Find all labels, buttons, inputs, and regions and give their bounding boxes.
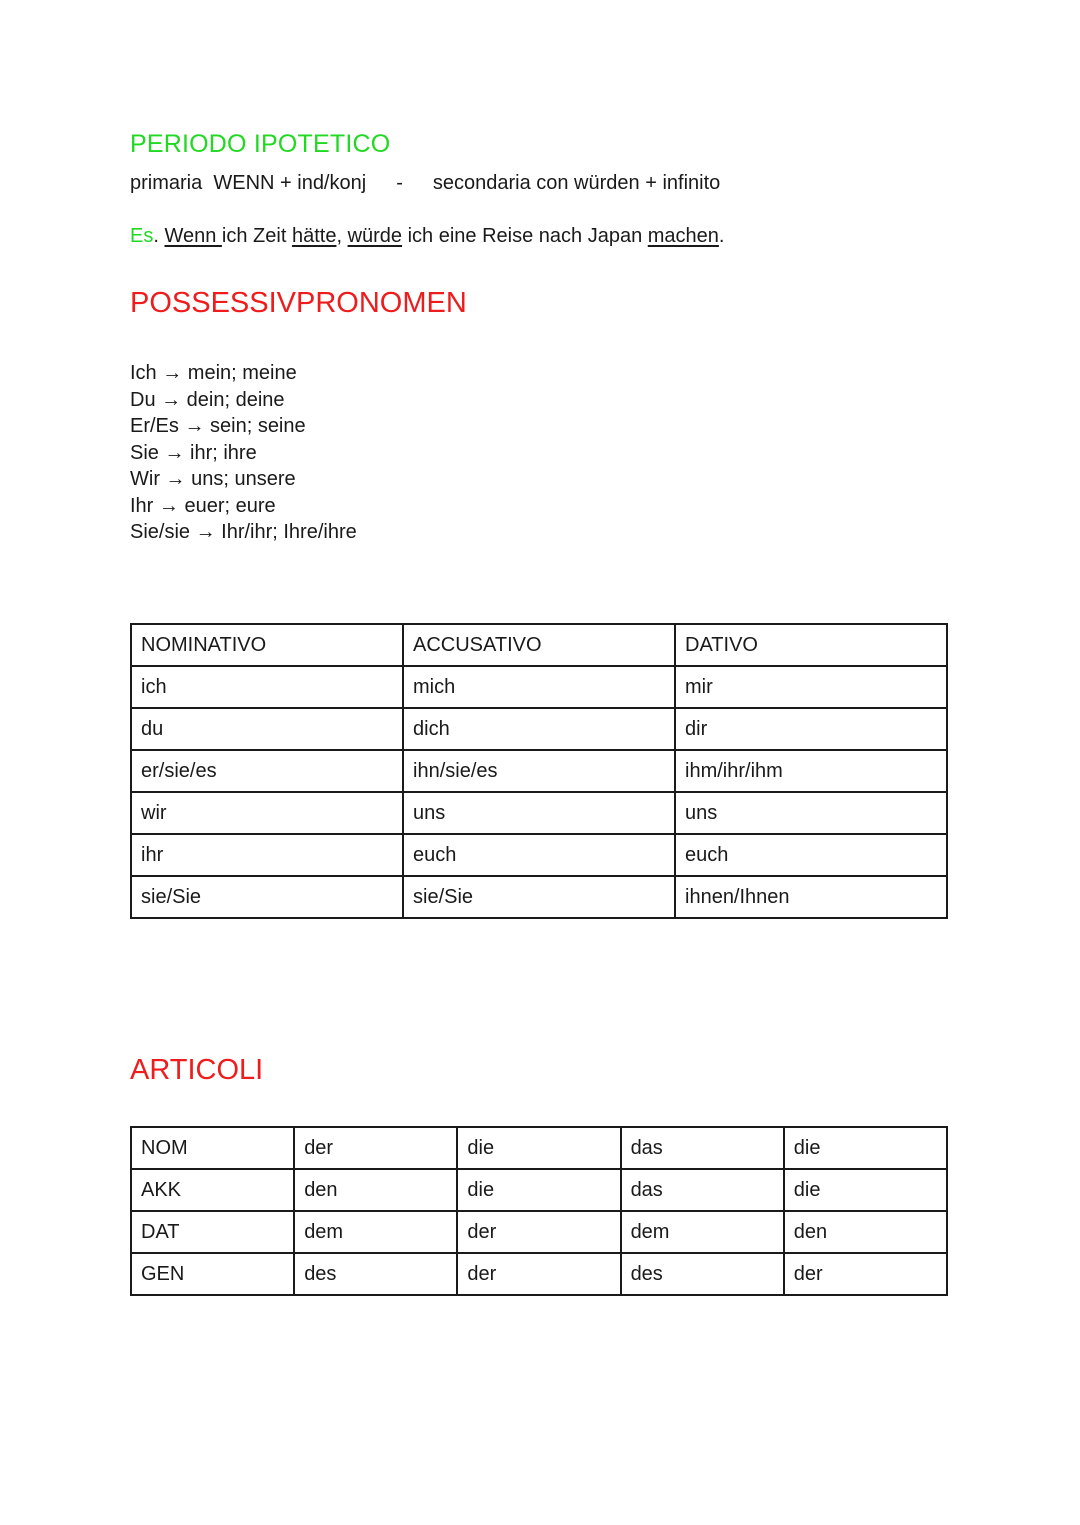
table-cell: die	[457, 1169, 620, 1211]
rule-dash: -	[396, 172, 403, 194]
table-cell: DAT	[131, 1211, 294, 1253]
table-row	[131, 1253, 947, 1295]
table-header-cell: ACCUSATIVO	[403, 624, 675, 666]
table-cell: AKK	[131, 1169, 294, 1211]
example-word-wenn: Wenn	[164, 225, 222, 247]
periodo-rule-line	[130, 172, 720, 195]
table-cell: GEN	[131, 1253, 294, 1295]
example-text-1: ich Zeit	[221, 225, 292, 247]
table-header-cell: NOMINATIVO	[131, 624, 403, 666]
articles-table	[130, 1126, 948, 1296]
table-cell: der	[457, 1211, 620, 1253]
list-item: Er/Es → sein; seine	[130, 415, 306, 437]
list-item: Du → dein; deine	[130, 388, 285, 411]
table-cell: mich	[403, 666, 675, 708]
table-cell: uns	[403, 792, 675, 834]
possessivpronomen-heading: POSSESSIVPRONOMEN	[130, 287, 467, 319]
periodo-example	[130, 225, 724, 248]
table-cell: dem	[621, 1211, 784, 1253]
table-row	[131, 876, 947, 918]
table-cell: dem	[294, 1211, 457, 1253]
periodo-ipotetico-heading: PERIODO IPOTETICO	[130, 130, 391, 158]
table-row	[131, 834, 947, 876]
table-cell: du	[131, 708, 403, 750]
table-cell: ich	[131, 666, 403, 708]
table-cell: die	[457, 1127, 620, 1169]
table-cell: euch	[675, 834, 947, 876]
list-item: Ihr → euer; eure	[130, 494, 276, 517]
table-cell: ihnen/Ihnen	[675, 876, 947, 918]
table-cell: ihm/ihr/ihm	[675, 750, 947, 792]
table-cell: das	[621, 1169, 784, 1211]
example-word-machen: machen	[647, 225, 719, 247]
table-row	[131, 792, 947, 834]
table-cell: euch	[403, 834, 675, 876]
table-cell: ihr	[131, 834, 403, 876]
table-cell: die	[784, 1127, 947, 1169]
table-row	[131, 1169, 947, 1211]
table-header-row	[131, 624, 947, 666]
list-item: Ich → mein; meine	[130, 362, 297, 384]
table-row	[131, 1211, 947, 1253]
articoli-heading: ARTICOLI	[130, 1054, 264, 1086]
example-word-wuerde: würde	[347, 225, 403, 247]
example-text-2: ich eine Reise nach Japan	[402, 225, 648, 247]
rule-primary: primaria WENN + ind/konj	[130, 172, 367, 194]
table-cell: ihn/sie/es	[403, 750, 675, 792]
table-cell: sie/Sie	[131, 876, 403, 918]
table-row	[131, 708, 947, 750]
list-item: Wir → uns; unsere	[130, 468, 296, 490]
table-cell: den	[294, 1169, 457, 1211]
table-cell: das	[621, 1127, 784, 1169]
table-cell: die	[784, 1169, 947, 1211]
table-cell: dich	[403, 708, 675, 750]
table-cell: der	[457, 1253, 620, 1295]
table-cell: dir	[675, 708, 947, 750]
possessive-pronoun-list	[130, 360, 357, 546]
table-row	[131, 1127, 947, 1169]
table-cell: er/sie/es	[131, 750, 403, 792]
example-dot: .	[153, 225, 165, 247]
table-cell: uns	[675, 792, 947, 834]
table-cell: mir	[675, 666, 947, 708]
table-cell: NOM	[131, 1127, 294, 1169]
list-item: Sie → ihr; ihre	[130, 441, 257, 464]
table-cell: des	[294, 1253, 457, 1295]
table-cell: der	[784, 1253, 947, 1295]
table-header-cell: DATIVO	[675, 624, 947, 666]
example-word-haette: hätte	[291, 225, 337, 247]
table-cell: den	[784, 1211, 947, 1253]
table-cell: sie/Sie	[403, 876, 675, 918]
example-end: .	[718, 225, 725, 247]
table-row	[131, 750, 947, 792]
example-label: Es	[130, 225, 154, 247]
table-cell: der	[294, 1127, 457, 1169]
rule-secondary: secondaria con würden + infinito	[432, 172, 721, 194]
table-row	[131, 666, 947, 708]
pronoun-cases-table	[130, 623, 948, 919]
example-comma: ,	[336, 225, 348, 247]
list-item: Sie/sie → Ihr/ihr; Ihre/ihre	[130, 521, 357, 543]
table-cell: des	[621, 1253, 784, 1295]
table-cell: wir	[131, 792, 403, 834]
